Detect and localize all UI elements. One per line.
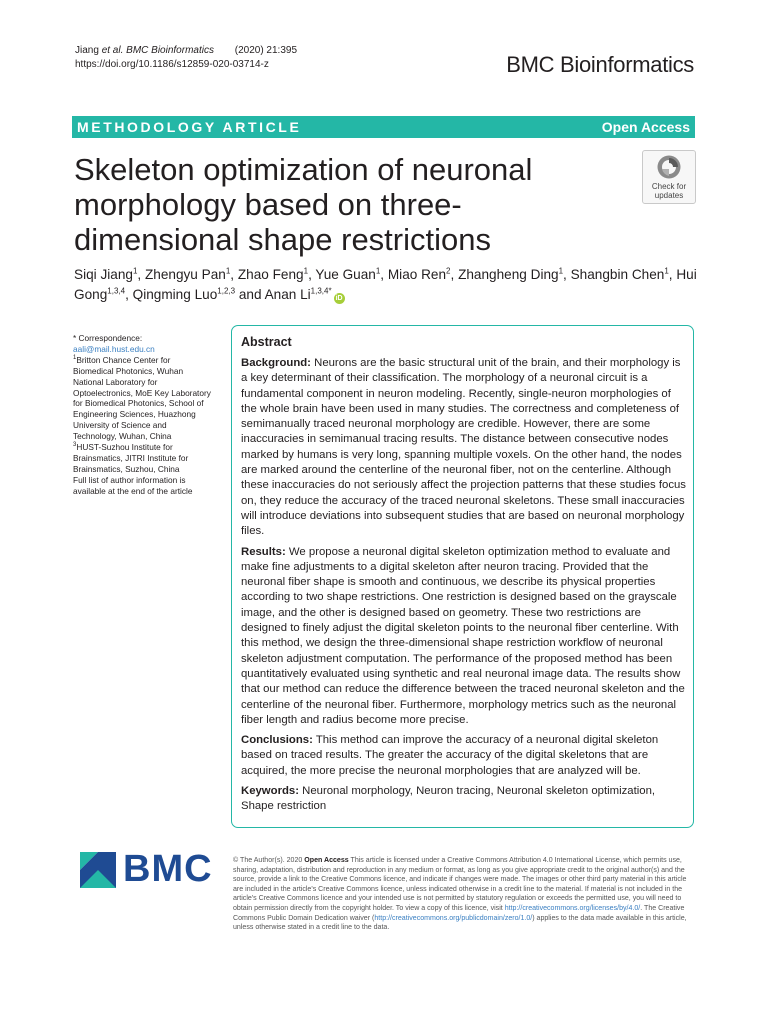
orcid-icon[interactable]: iD [335,295,343,302]
full-author-info-note: Full list of author information is available at the end of the article [73,474,193,496]
author-name: Qingming Luo [132,287,218,302]
author-list: Siqi Jiang$^1$, Zhengyu Pan$^1$, Zhao Feng$^1$, Yue Guan$^1$, Miao Ren$^2$, Zhangheng Ding$^1$, Shangbin Chen$^1$, Hui Gong$^{1,3,4}$, Qingming Luo$^{1,2,3}$ and Anan $Li^{1,3,4*}iD$ [74,266,697,302]
author-affiliation: 1 [303,266,309,276]
abstract-background [241,356,686,540]
author-affiliation: 1 [664,266,669,276]
citation-header [75,44,297,72]
crossmark-icon [656,154,682,180]
author-name: Zhangheng Ding [458,267,559,282]
license-open-access: Open Access [304,857,349,864]
license-body: This article is licensed under a Creative Commons Attribution 4.0 International License, which permits use, sharing, adaptation, distribution and reproduction in any medium or format, as long as you give appropriate credit to the original author(s) and the source, provide a link to the Creative Commons licence, and indicate if changes were made. The images or other third party material in this article are included in the article's Creative Commons licence, unless indicated otherwise in a credit line to the material. If material is not included in the article's Creative Commons licence and your intended use is not permitted by statutory regulation or exceeds the permitted use, you will need to obtain permission directly from the copyright holder. To view a copy of this licence, visit [233,857,687,912]
correspondence-email[interactable]: aali@mail.hust.edu.cn [73,343,155,354]
abstract-heading: Abstract [241,335,292,349]
background-label: Background: [241,357,311,369]
bmc-logo-text: BMC [123,848,213,890]
author-name: Zhengyu Pan [144,267,226,282]
author-name: Zhao Feng [237,267,304,282]
journal-brand: BMC Bioinformatics [506,52,694,77]
author-name: Shangbin Chen [570,267,665,282]
check-updates-line2: updates [654,191,684,200]
conclusions-label: Conclusions: [241,734,313,747]
results-label: Results: [241,545,286,558]
license-link-cc0[interactable]: http://creativecommons.org/publicdomain/zero/1.0/ [374,914,533,922]
results-text: We propose a neuronal digital skeleton optimization method to evaluate and make fine adjustments to a digital skeleton after neuron tracing. Provided that the neuronal fiber shape is smooth and continuous, we describe its physical properties according to two shape restrictions. One restriction is designed based on the grayscale image, and the other is designed based on geometry. These two restrictions are designed to finely adjust the digital skeleton points to the neuronal fiber centerline. With this method, we design the three-dimensional shape restriction workflow of neuronal skeleton adjustment computation. The performance of the proposed method has been quantitatively evaluated using synthetic and real neuronal image data. The results show that our method can reduce the difference between the traced neuronal skeleton and the centerline of the neuronal fiber. Furthermore, morphology metrics such as the neuronal fiber length and radius become more precise. [241,545,685,726]
abstract-conclusions [241,733,686,779]
authors-and: and [238,287,262,302]
abstract [241,335,686,820]
license-text [233,856,695,933]
author-affiliation: 1,3,4* [310,286,332,296]
author-name: Hui Gong [74,267,697,302]
license-body-3: ) applies to the data made available in this article, unless otherwise stated in a credit line to the data. [233,914,687,932]
citation-authors: Jiang [75,45,99,56]
conclusions-text: This method can improve the accuracy of a neuronal digital skeleton based on traced results. The greater the accuracy of the digital skeletons that are acquired, the more precise the neuronal morphologies that are analyzed will be. [241,734,659,777]
keywords-label: Keywords: [241,785,299,798]
license-link-cc-by[interactable]: http://creativecommons.org/licenses/by/4.0/ [504,904,641,912]
author-affiliation: 2 [446,266,451,276]
author-affiliation: 1,3,4 [107,286,126,296]
article-title: Skeleton optimization of neuronal morphology based on three-dimensional shape restrictions [74,152,533,257]
author-affiliation: 1 [225,266,231,276]
check-for-updates-badge[interactable] [642,150,696,204]
affiliation-number: 1 [73,355,77,362]
citation-etal: et al. [101,45,124,56]
author-affiliation: 1,2,3 [217,286,236,296]
background-text: Neurons are the basic structural unit of the brain, and their morphology is a key determinant of their classification. The morphology of a neuronal circuit is a fundamental component in neuron modeling. Recently, single-neuron morphologies of the whole brain have been used in many studies. The correctness and completeness of semimanually traced neuronal morphology are credible. However, there are some inaccuracies in semimanual tracing results. The distance between consecutive nodes marked by humans is very long, spanning multiple voxels. On the other hand, the nodes are marked around the centerline of the neuronal fiber, not on the centerline. Although these inaccuracies do not seriously affect the projection patterns that these studies focus on, they reduce the accuracy of the traced neuronal skeletons. These small inaccuracies will introduce deviations into subsequent studies that are based on neuronal morphology files. [241,357,686,538]
check-updates-line1: Check for [651,182,687,191]
author-affiliation: 1 [558,266,564,276]
citation-journal: BMC Bioinformatics [126,45,214,56]
author-affiliation: 1 [375,266,381,276]
license-copyright: © The Author(s). 2020 [233,857,303,864]
open-access-label: Open Access [601,119,690,135]
license-body-2: . The Creative Commons Public Domain Dedication waiver ( [233,904,685,922]
abstract-keywords [241,784,686,815]
article-type-banner [72,116,695,138]
affiliation-number: 3 [73,442,77,449]
author-name: Miao Ren [387,267,447,282]
doi-link[interactable]: https://doi.org/10.1186/s12859-020-03714-z [75,59,269,70]
correspondence-sidebar [73,333,211,497]
abstract-results [241,545,686,729]
author-affiliation: 1 [132,266,138,276]
author-name: Anan Li [264,287,311,302]
affiliation-3: HUST-Suzhou Institute for Brainsmatics, JITRI Institute for Brainsmatics, Suzhou, China [73,442,189,474]
author-name: Yue Guan [315,267,376,282]
correspondence-label: * Correspondence: [73,333,143,343]
author-name: Siqi Jiang [74,267,133,282]
article-type: METHODOLOGY ARTICLE [77,119,302,135]
keywords-text: Neuronal morphology, Neuron tracing, Neuronal skeleton optimization, Shape restriction [241,785,656,813]
bmc-logo-mark-icon [80,852,120,888]
affiliation-1: Britton Chance Center for Biomedical Photonics, Wuhan National Laboratory for Optoelectronics, MoE Key Laboratory for Biomedical Photonics, School of Engineering Sciences, Huazhong University of Science and Technology, Wuhan, China [73,354,211,442]
citation-year-volume: (2020) 21:395 [234,45,298,56]
